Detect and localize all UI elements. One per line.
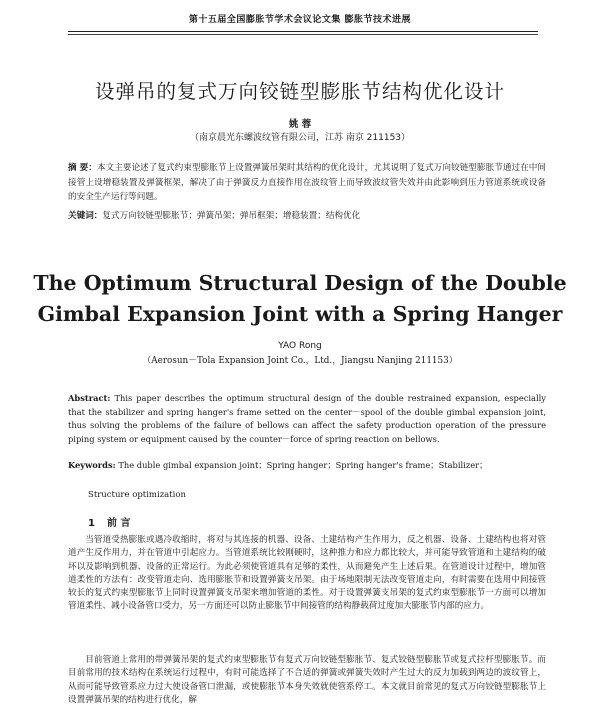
english-keywords-text: The duble gimbal expansion joint；Spring hanger；Spring hanger's frame；Stabilizer；	[115, 460, 488, 470]
chinese-keywords-text: 复式万向铰链型膨胀节；弹簧吊架；弹吊框架；增稳装置；结构优化	[102, 211, 361, 221]
chinese-title: 设弹吊的复式万向铰链型膨胀节结构优化设计	[94, 80, 505, 103]
chinese-abstract-label: 摘 要：	[68, 163, 97, 173]
english-affiliation: （Aerosun－Tola Expansion Joint Co.，Ltd.，Jiangsu Nanjing 211153）	[142, 356, 458, 366]
header-rule-thin	[68, 34, 538, 35]
chinese-keywords	[68, 209, 546, 223]
body-paragraph-1: 当管道受热膨胀或遇冷收缩时，将对与其连接的机器、设备、土建结构产生作用力，反之机器、设备、土建结构也将对管道产生反作用力，并在管道中引起应力。当管道系统比较刚硬时，这种推力和应力都比较大，并可能导致管道和土建结构的破坏以及影响到机器、设备的正常运行。为此必须使管道具有足够的柔性，从而避免产生上述后果。在管道设计过程中，增加管道柔性的方法有：改变管道走向、选用膨胀节和设置弹簧支吊架。由于场地限制无法改变管道走向，有时需要在选用中间接管较长的复式约束型膨胀节上同时设置弹簧支吊架来增加管道的柔性。对于设置弹簧支吊架的复式约束型膨胀节一方面可以增加管道柔性、减小设备管口受力，另一方面还可以防止膨胀节中间接管的结构静载荷过度加大膨胀节内部的应力。	[68, 535, 546, 612]
english-author: YAO Rong	[278, 341, 322, 351]
english-title-line-2: Gimbal Expansion Joint with a Spring Hanger	[37, 302, 563, 326]
chinese-abstract-text: 本文主要论述了复式约束型膨胀节上设置弹簧吊架时其结构的优化设计，尤其说明了复式万向铰链型膨胀节通过在中间接管上设增稳装置及弹簧框架，解决了由于弹簧反力直接作用在波纹管上而导致波纹管失效并由此影响到压力管道系统或设备的安全生产运行等问题。	[68, 163, 546, 202]
section-number: 1	[88, 518, 95, 529]
chinese-affiliation: （南京晨光东螺波纹管有限公司，江苏 南京 211153）	[189, 133, 411, 143]
chinese-abstract	[68, 161, 546, 205]
header-rule	[68, 31, 538, 32]
english-title	[0, 268, 600, 330]
english-title-line-1: The Optimum Structural Design of the Double	[33, 271, 567, 295]
english-keywords-label: Keywords:	[68, 460, 116, 470]
english-abstract-label: Abstract:	[68, 393, 111, 403]
english-abstract	[68, 392, 546, 446]
section-title: 前 言	[106, 518, 131, 529]
body-paragraph-2: 目前管道上常用的带弹簧吊架的复式约束型膨胀节有复式万向铰链型膨胀节、复式铰链型膨胀节或复式拉杆型膨胀节。而目前常用的技术结构在系统运行过程中，有时可能选择了不合适的弹簧或弹簧失效时产生过大的反力加载到两边的波纹管上，从而可能导致管系应力过大使设备管口泄漏，或使膨胀节本身失效就使管系停工。本文就目前常见的复式万向铰链型膨胀节上设置弹簧吊架的结构进行优化，解	[68, 655, 546, 705]
english-keywords-continuation: Structure optimization	[88, 490, 186, 500]
english-keywords	[68, 459, 546, 473]
english-abstract-text: This paper describes the optimum structural design of the double restrained expansion, especially that the stabilizer and spring hanger's frame setted on the center－spool of the double gimbal expansion joint, thus solving the problems of the failure of bellows can affect the safety production operation of the pressure piping system or equipment caused by the counter－force of spring reaction on bellows.	[68, 393, 546, 444]
chinese-author: 姚 蓉	[288, 119, 312, 130]
section-heading	[88, 514, 130, 529]
chinese-keywords-label: 关键词：	[68, 211, 103, 221]
running-header: 第十五届全国膨胀节学术会议论文集 膨胀节技术进展	[188, 15, 412, 25]
